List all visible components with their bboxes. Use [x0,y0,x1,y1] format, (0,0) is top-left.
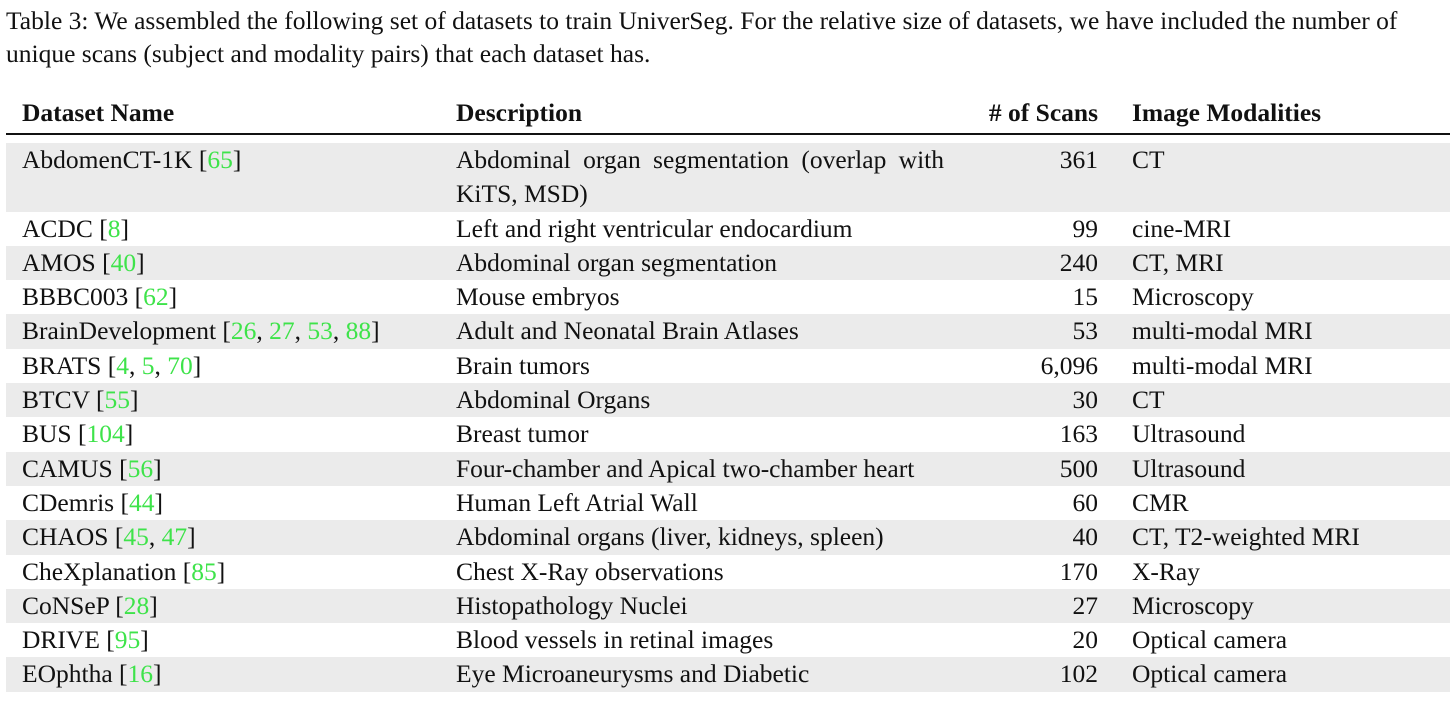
dataset-name-cell: CoNSeP [28] [22,590,158,620]
description-cell: Abdominal organ segmentation [456,247,778,277]
scans-cell: 6,096 [1040,350,1098,380]
citation-link[interactable]: 104 [86,419,125,449]
header-scans: # of Scans [988,98,1098,127]
citation-link[interactable]: 40 [110,247,137,277]
description-cell: Four-chamber and Apical two-chamber heart [456,453,915,483]
citation-link[interactable]: 4 [116,350,129,380]
modalities-cell: CT, MRI [1132,247,1224,277]
dataset-name: BRATS [22,350,102,380]
dataset-name: BrainDevelopment [22,316,217,346]
modalities-cell: Microscopy [1132,590,1254,620]
dataset-name: CAMUS [22,453,113,483]
dataset-name-cell: BUS [104] [22,419,134,449]
table-body [6,143,1450,692]
citation-link[interactable]: 88 [345,316,372,346]
scans-cell: 240 [1059,247,1098,277]
table-row [6,246,1450,280]
modalities-cell: cine-MRI [1132,213,1232,243]
table-row [6,555,1450,589]
citation-link[interactable]: 28 [123,590,150,620]
table-row [6,349,1450,383]
dataset-name: DRIVE [22,625,100,655]
dataset-name-cell: CAMUS [56] [22,453,162,483]
table-row [6,417,1450,451]
scans-cell: 102 [1059,659,1098,689]
dataset-name: CheXplanation [22,556,177,586]
table-row [6,589,1450,623]
citation-link[interactable]: 44 [128,487,155,517]
table-row [6,486,1450,520]
scans-cell: 500 [1059,453,1098,483]
dataset-name: EOphtha [22,659,113,689]
table-row [6,520,1450,554]
table-row [6,452,1450,486]
modalities-cell: multi-modal MRI [1132,350,1313,380]
description-cell: Blood vessels in retinal images [456,625,774,655]
table-row [6,143,1450,212]
citation-link[interactable]: 27 [269,316,295,346]
dataset-name: CDemris [22,487,115,517]
table-row [6,212,1450,246]
description-cell: Adult and Neonatal Brain Atlases [456,316,799,346]
citation-link[interactable]: 95 [114,625,141,655]
header-rule [6,133,1450,135]
table-row [6,383,1450,417]
scans-cell: 170 [1059,556,1098,586]
modalities-cell: CT [1132,145,1165,174]
table-row [6,623,1450,657]
citation-link[interactable]: 70 [167,350,193,380]
citation-link[interactable]: 85 [191,556,217,586]
scans-cell: 27 [1072,590,1098,620]
scans-cell: 15 [1072,282,1098,312]
description-cell: Abdominal Organs [456,385,651,415]
modalities-cell: Optical camera [1132,625,1288,655]
modalities-cell: X-Ray [1132,556,1200,586]
scans-cell: 163 [1059,419,1098,449]
description-cell: Mouse embryos [456,282,620,312]
scans-cell: 60 [1072,487,1098,517]
citation-link[interactable]: 47 [161,522,188,552]
dataset-name: AMOS [22,247,96,277]
scans-cell: 40 [1072,522,1098,552]
table-row [6,657,1450,691]
description-cell: Human Left Atrial Wall [456,487,698,517]
citation-link[interactable]: 8 [107,213,121,243]
modalities-cell: Ultrasound [1132,453,1246,483]
modalities-cell: Microscopy [1132,282,1254,312]
description-cell: Chest X-Ray observations [456,556,724,586]
table-row [6,280,1450,314]
citation-link[interactable]: 55 [104,385,130,415]
description-cell: Left and right ventricular endocardium [456,213,853,243]
dataset-name: BUS [22,419,72,449]
dataset-name-cell: EOphtha [16] [22,659,162,689]
dataset-name-cell: BRATS [4, 5, 70] [22,350,202,380]
scans-cell: 30 [1072,385,1098,415]
citation-link[interactable]: 62 [143,282,169,312]
dataset-name-cell: BBBC003 [62] [22,282,178,312]
table-caption: Table 3: We assembled the following set of datasets to train UniverSeg. For the relative size of datasets, we have included the number of unique scans (subject and modality pairs) that each dataset has. [6,6,1398,68]
dataset-name: CoNSeP [22,590,109,620]
description-cell: Breast tumor [456,419,589,449]
dataset-name-cell: AMOS [40] [22,247,145,277]
citation-link[interactable]: 26 [230,316,257,346]
description-cell: Eye Microaneurysms and Diabetic [456,659,810,689]
citation-link[interactable]: 53 [307,316,333,346]
description-cell: Abdominal organ segmentation (overlap with KiTS, MSD) [456,145,944,209]
dataset-name-cell: DRIVE [95] [22,625,149,655]
scans-cell: 361 [1059,145,1098,174]
dataset-name-cell: BrainDevelopment [26, 27, 53, 88] [22,316,380,346]
header-dataset-name: Dataset Name [22,98,175,127]
description-cell: Abdominal organs (liver, kidneys, spleen) [456,522,884,552]
modalities-cell: multi-modal MRI [1132,316,1313,346]
citation-link[interactable]: 45 [123,522,149,552]
modalities-cell: Optical camera [1132,659,1288,689]
dataset-name: ACDC [22,213,93,243]
dataset-name: BTCV [22,385,90,415]
dataset-name-cell: AbdomenCT-1K [65] [22,145,242,174]
description-cell: Histopathology Nuclei [456,590,688,620]
scans-cell: 53 [1072,316,1098,346]
modalities-cell: CT [1132,385,1165,415]
scans-cell: 99 [1072,213,1098,243]
header-modalities: Image Modalities [1132,98,1322,127]
description-cell: Brain tumors [456,350,590,380]
dataset-name-cell: CDemris [44] [22,487,163,517]
table-row [6,314,1450,348]
dataset-name-cell: BTCV [55] [22,385,139,415]
citation-link[interactable]: 65 [207,145,233,174]
modalities-cell: CT, T2-weighted MRI [1132,522,1360,552]
scans-cell: 20 [1072,625,1098,655]
citation-link[interactable]: 16 [127,659,154,689]
citation-link[interactable]: 5 [141,350,155,380]
dataset-name-cell: ACDC [8] [22,213,129,243]
dataset-name: CHAOS [22,522,109,552]
modalities-cell: Ultrasound [1132,419,1246,449]
dataset-name-cell: CHAOS [45, 47] [22,522,196,552]
dataset-name-cell: CheXplanation [85] [22,556,226,586]
header-description: Description [456,98,583,127]
dataset-name: AbdomenCT-1K [22,145,193,174]
citation-link[interactable]: 56 [127,453,154,483]
dataset-name: BBBC003 [22,282,129,312]
modalities-cell: CMR [1132,487,1189,517]
